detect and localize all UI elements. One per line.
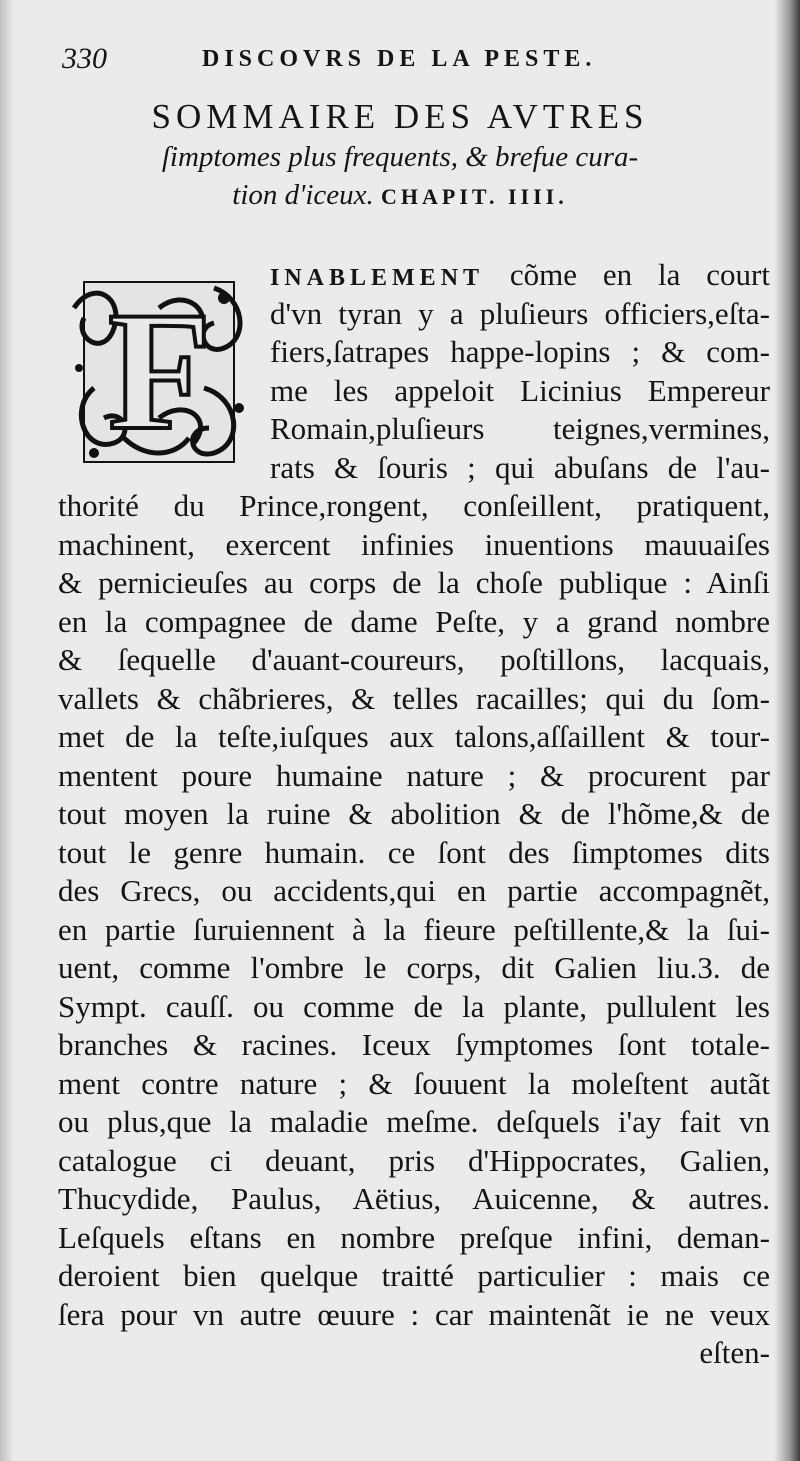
body-line: me les appeloit Licinius Empereur: [270, 372, 770, 408]
body-line: d'vn tyran y a pluſieurs officiers,eſta-: [270, 295, 770, 331]
body-line: deroient bien quelque traitté particulier : mais ce: [58, 1258, 770, 1293]
body-line: thorité du Prince,rongent, conſeillent, pratiquent,: [58, 488, 770, 523]
running-title: DISCOVRS DE LA PESTE.: [202, 46, 597, 72]
body-line: & pernicieuſes au corps de la choſe publique : Ainſi: [58, 565, 770, 600]
body-line: Sympt. cauſſ. ou comme de la plante, pullulent les: [58, 988, 770, 1024]
body-line: tout moyen la ruine & abolition & de l'hõme,& de: [58, 796, 770, 831]
chapter-label: CHAPIT. IIII.: [381, 184, 568, 209]
body-line: vallets & chãbrieres, & telles racailles; qui du ſom-: [58, 680, 770, 716]
body-line: branches & racines. Iceux ſymptomes ſont totale-: [58, 1027, 770, 1062]
body-line: ſera pour vn autre œuure : car maintenãt ie ne veux: [58, 1296, 770, 1332]
body-line: en partie ſuruiennent à la fieure peſtillente,& la ſui-: [58, 911, 770, 947]
chapter-title: SOMMAIRE DES AVTRES: [151, 97, 649, 136]
body-line: des Grecs, ou accidents,qui en partie accompagnẽt,: [58, 873, 770, 908]
body-line: Romain,pluſieurs teignes,vermines,: [270, 411, 770, 446]
running-head: [62, 42, 742, 86]
body-line: [58, 256, 770, 295]
page-number: 330: [62, 42, 107, 75]
gutter-shadow: [0, 0, 14, 1461]
catchword: eſten-: [699, 1335, 770, 1370]
body-line: en la compagnee de dame Peſte, y a grand nombre: [58, 603, 770, 639]
first-word: INABLEMENT: [270, 265, 485, 291]
page-edge-shadow: [774, 0, 800, 1461]
drop-cap-letter: F: [108, 277, 212, 465]
body-line: Leſquels eſtans en nombre preſque infini, deman-: [58, 1219, 770, 1255]
body-line: ou plus,que la maladie meſme. deſquels i'ay fait vn: [58, 1104, 770, 1139]
body-line: mentent poure humaine nature ; & procurent par: [58, 757, 770, 793]
body-line: met de la teſte,iuſques aux talons,aſſaillent & tour-: [58, 719, 770, 754]
body-line: tout le genre humain. ce ſont des ſimptomes dits: [58, 834, 770, 870]
body-line: ment contre nature ; & ſouuent la moleſtent autãt: [58, 1065, 770, 1101]
body-line: catalogue ci deuant, pris d'Hippocrates, Galien,: [58, 1142, 770, 1178]
line-1-rest: cõme en la court: [509, 257, 770, 292]
body-text: [58, 256, 770, 1373]
body-line: & ſequelle d'auant-coureurs, poſtillons, lacquais,: [58, 642, 770, 677]
body-line: uent, comme l'ombre le corps, dit Galien liu.3. de: [58, 950, 770, 985]
chapter-subtitle-line-2: [60, 176, 740, 216]
body-line: Thucydide, Paulus, Aëtius, Auicenne, & autres.: [58, 1181, 770, 1216]
chapter-heading: [60, 96, 740, 216]
body-line: rats & ſouris ; qui abuſans de l'au-: [270, 449, 770, 485]
body-line: machinent, exercent infinies inuentions mauuaiſes: [58, 526, 770, 562]
body-line: fiers,ſatrapes happe-lopins ; & com-: [270, 334, 770, 369]
chapter-subtitle-tail: tion d'iceux.: [232, 179, 374, 211]
chapter-subtitle-line-1: ſimptomes plus frequents, & brefue cura-: [161, 141, 639, 173]
